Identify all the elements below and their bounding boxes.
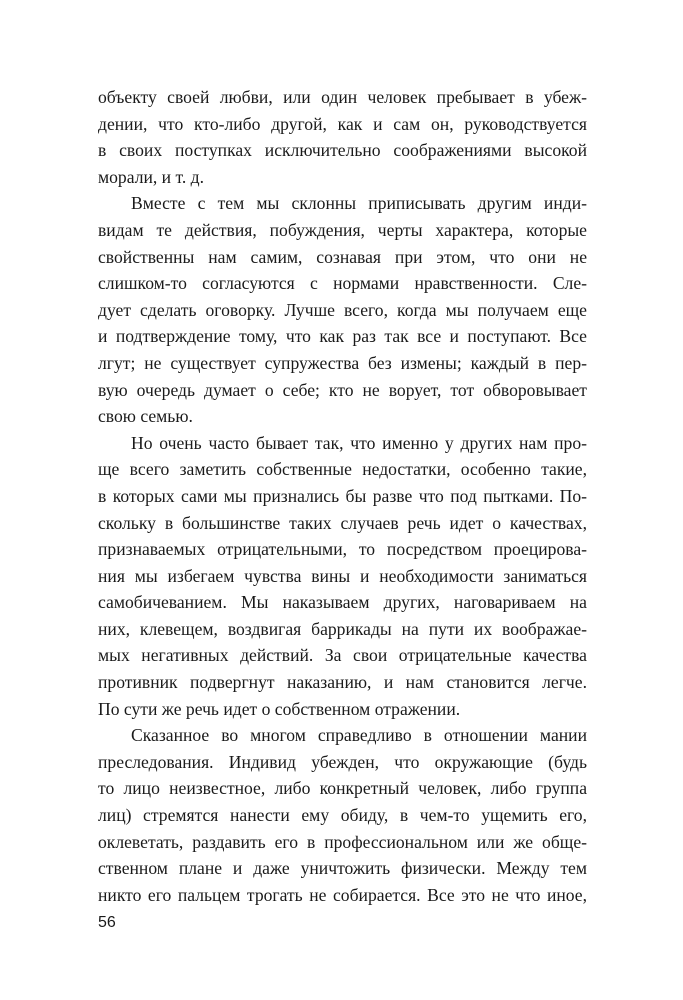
text-line: ще всего заметить собственные недостатки, особенно такие,	[98, 459, 587, 480]
body-text	[98, 84, 587, 908]
text-line: никто его пальцем трогать не собирается. Все это не что иное,	[98, 884, 587, 905]
paragraph-start-line: Вместе с тем мы склонны приписывать другим инди-	[131, 193, 587, 214]
text-line: в своих поступках исключительно соображениями высокой	[98, 140, 587, 161]
text-line: преследования. Индивид убежден, что окружающие (будь	[98, 751, 587, 772]
text-line: По сути же речь идет о собственном отражении.	[98, 698, 461, 719]
text-line: лгут; не существует супружества без измены; каждый в пер-	[98, 352, 587, 373]
text-line: вую очередь думает о себе; кто не ворует, тот обворовывает	[98, 379, 587, 400]
text-line: лиц) стремятся нанести ему обиду, в чем-то ущемить его,	[98, 805, 587, 826]
paragraph-start-line: Но очень часто бывает так, что именно у других нам про-	[131, 432, 587, 453]
text-line: дении, что кто-либо другой, как и сам он, руководствуется	[98, 113, 587, 134]
page-number: 56	[98, 914, 116, 931]
text-line: видам те действия, побуждения, черты характера, которые	[98, 219, 587, 240]
text-line: ния мы избегаем чувства вины и необходимости заниматься	[98, 565, 587, 586]
text-line: мых негативных действий. За свои отрицательные качества	[98, 645, 587, 666]
text-line: объекту своей любви, или один человек пребывает в убеж-	[98, 87, 587, 107]
text-line: дует сделать оговорку. Лучше всего, когда мы получаем еще	[98, 299, 587, 320]
text-line: скольку в большинстве таких случаев речь идет о качествах,	[98, 512, 587, 533]
text-line: и подтверждение тому, что как раз так все и поступают. Все	[98, 326, 587, 347]
text-line: в которых сами мы признались бы разве что под пытками. По-	[98, 485, 587, 506]
text-line: свойственны нам самим, сознавая при этом, что они не	[98, 246, 587, 267]
text-line: то лицо неизвестное, либо конкретный человек, либо группа	[98, 778, 587, 799]
text-line: противник подвергнут наказанию, и нам становится легче.	[98, 672, 587, 693]
text-line: морали, и т. д.	[98, 166, 205, 187]
text-line: свою семью.	[98, 406, 193, 427]
text-line: слишком-то согласуются с нормами нравственности. Сле-	[98, 273, 587, 294]
text-line: оклеветать, раздавить его в профессиональном или же обще-	[98, 831, 587, 852]
text-line: них, клевещем, воздвигая баррикады на пути их воображае-	[98, 618, 587, 639]
text-line: ственном плане и даже уничтожить физически. Между тем	[98, 858, 587, 879]
text-line: самобичеванием. Мы наказываем других, наговариваем на	[98, 592, 587, 613]
text-line: признаваемых отрицательными, то посредством проецирова-	[98, 539, 587, 560]
paragraph-start-line: Сказанное во многом справедливо в отношении мании	[131, 725, 587, 746]
